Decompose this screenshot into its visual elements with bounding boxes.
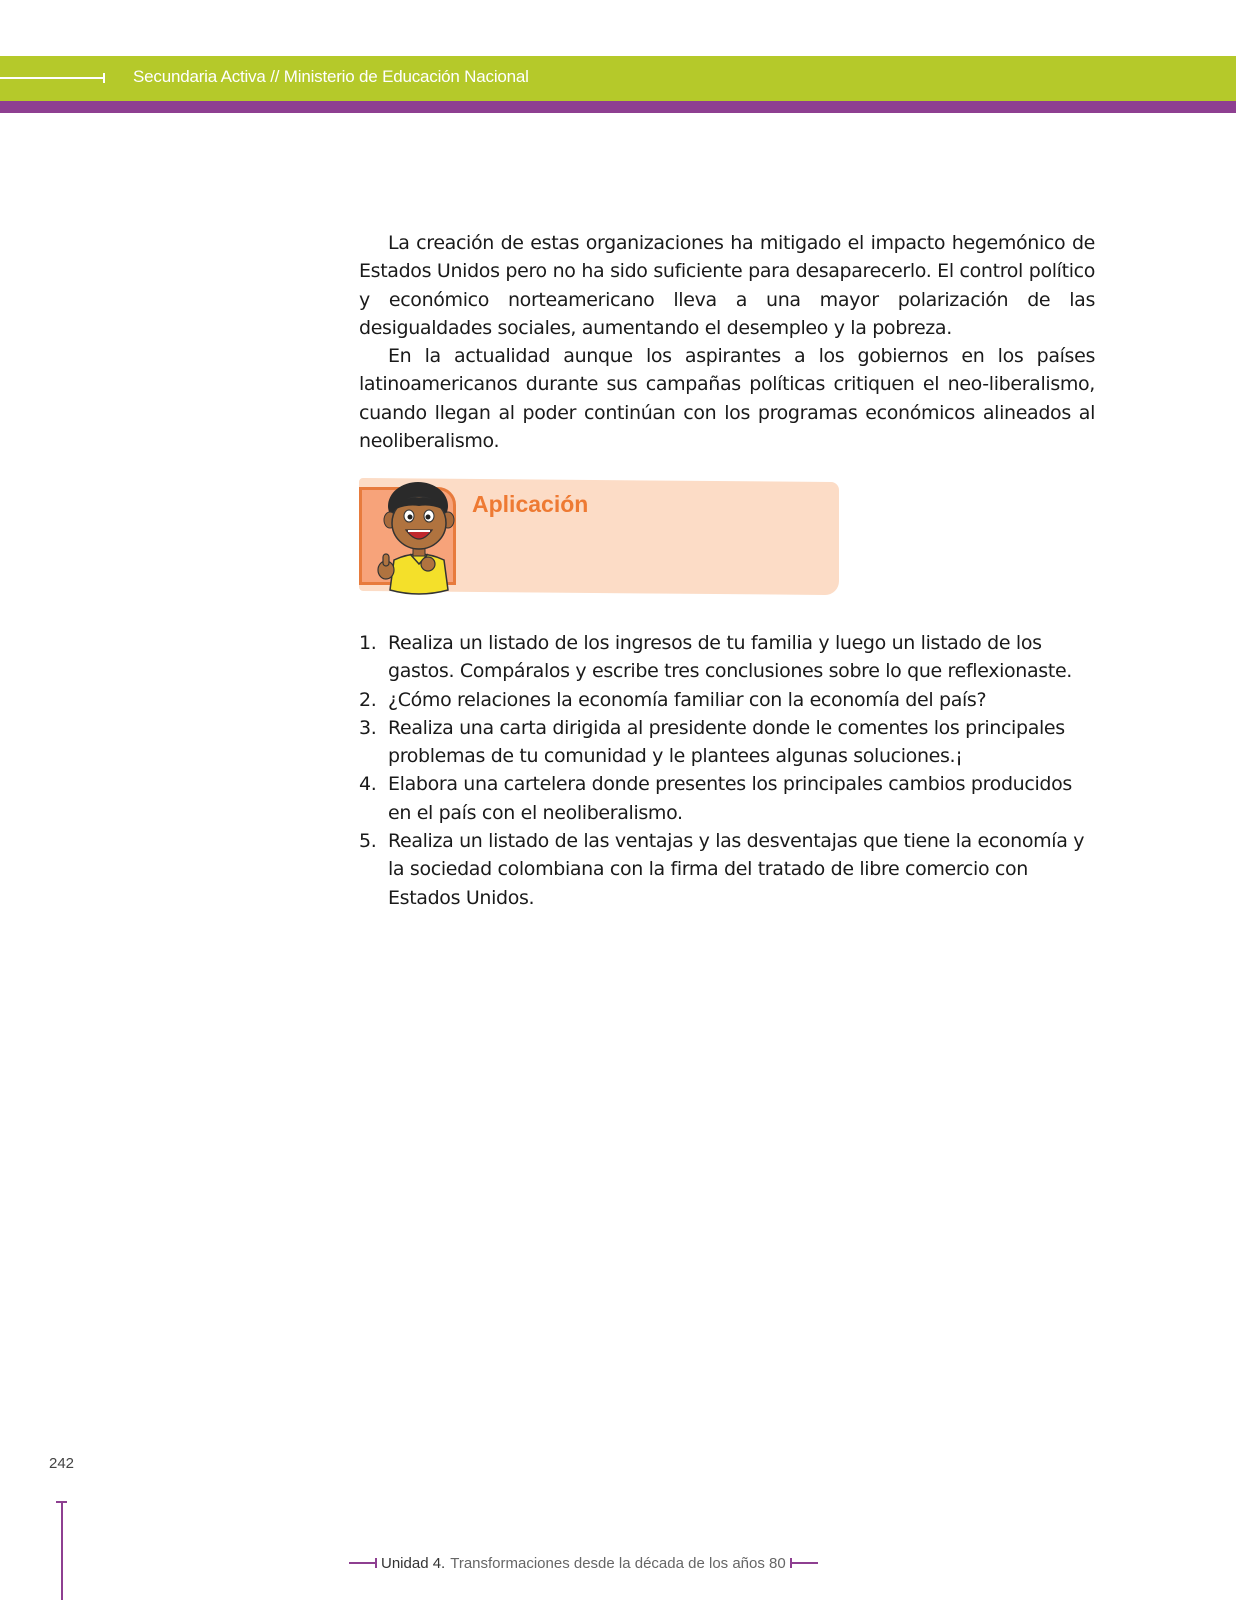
cartoon-boy-icon [372,478,466,596]
list-item [359,686,1095,714]
page-number: 242 [49,1455,75,1472]
paragraph: En la actualidad aunque los aspirantes a los gobiernos en los países latinoamericanos durante sus campañas políticas critiquen el neo-liberalismo, cuando llegan al poder continúan con los programas económicos alineados al neoliberalismo. [359,345,1095,453]
list-item [359,714,1095,771]
list-item-text: ¿Cómo relaciones la economía familiar con la economía del país? [388,688,987,711]
footer-title: Transformaciones desde la década de los años 80 [450,1554,786,1572]
header-stripe [0,101,1236,113]
list-item-text: Realiza una carta dirigida al presidente donde le comentes los principales problemas de tu comunidad y le plantees algunas soluciones.¡ [388,716,1065,768]
list-item-number: 5. [359,830,377,853]
header-rule [0,77,104,79]
application-title: Aplicación [472,491,589,517]
list-item-text: Realiza un listado de los ingresos de tu familia y luego un listado de los gastos. Compáralos y escribe tres conclusiones sobre lo que reflexionaste. [388,632,1072,683]
list-item-text: Realiza un listado de las ventajas y las desventajas que tiene la economía y la sociedad colombiana con la firma del tratado de libre comercio con Estados Unidos. [388,830,1085,909]
header-title: Secundaria Activa // Ministerio de Educación Nacional [133,67,529,86]
list-item-number: 1. [359,632,377,654]
list-item-number: 3. [359,716,377,739]
list-item-number: 2. [359,688,377,711]
footer-unit: Unidad 4. [381,1554,446,1572]
footer-rule-right [790,1562,818,1564]
list-item [359,770,1095,827]
list-item-number: 4. [359,773,377,796]
paragraph: La creación de estas organizaciones ha mitigado el impacto hegemónico de Estados Unidos pero no ha sido suficiente para desaparecerlo. El control político y económico norteamericano lleva a una mayor polarización de las desigualdades sociales, aumentando el desempleo y la pobreza. [359,232,1095,339]
list-item [359,629,1095,686]
body-text [359,229,1095,455]
list-item-text: Elabora una cartelera donde presentes los principales cambios producidos en el país con el neoliberalismo. [388,773,1072,824]
footer-rule-left [349,1562,377,1564]
list-item [359,827,1095,912]
header-rule-tick [103,73,105,83]
margin-rule [61,1501,63,1600]
footer [349,1553,818,1573]
activity-list [359,629,1095,912]
